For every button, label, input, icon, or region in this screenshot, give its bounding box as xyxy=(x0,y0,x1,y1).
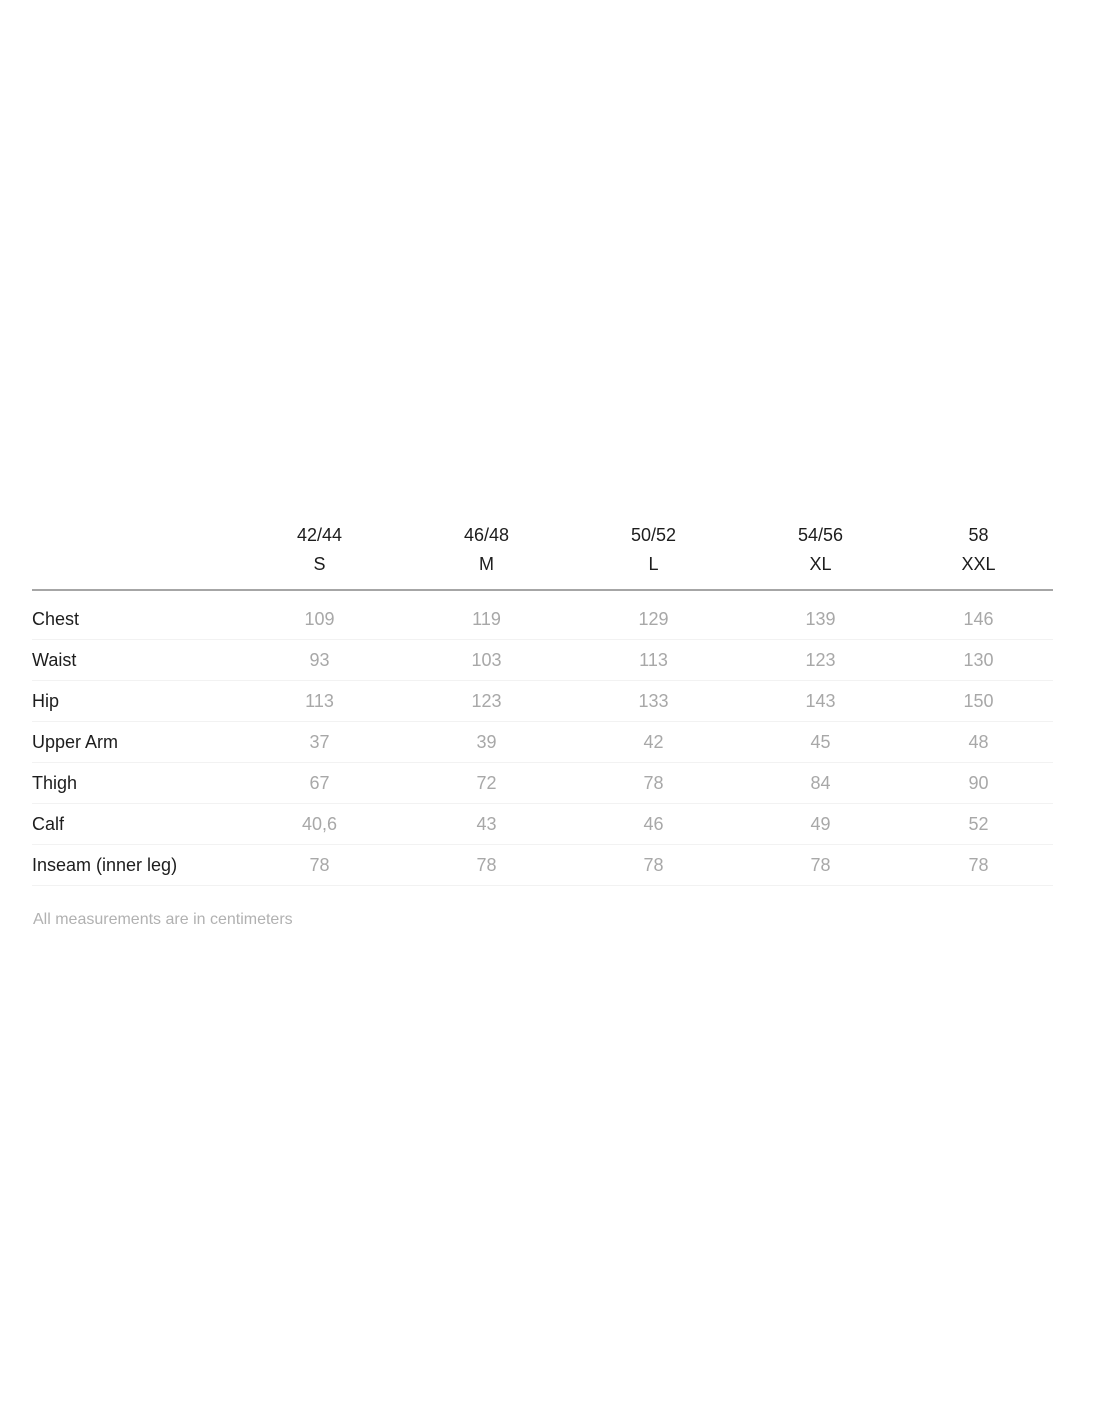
cell-value: 78 xyxy=(570,763,737,804)
cell-value: 39 xyxy=(403,722,570,763)
cell-value: 46 xyxy=(570,804,737,845)
cell-value: 40,6 xyxy=(236,804,403,845)
size-range-label: 58 xyxy=(968,525,989,545)
cell-value: 93 xyxy=(236,640,403,681)
size-chart-section xyxy=(32,521,1053,946)
cell-value: 113 xyxy=(236,681,403,722)
row-label: Inseam (inner leg) xyxy=(32,845,236,886)
row-label: Waist xyxy=(32,640,236,681)
cell-value: 139 xyxy=(737,590,904,640)
table-row-chest xyxy=(32,590,1053,640)
column-header-xxl xyxy=(904,521,1053,590)
cell-value: 78 xyxy=(737,845,904,886)
cell-value: 52 xyxy=(904,804,1053,845)
row-label: Thigh xyxy=(32,763,236,804)
cell-value: 130 xyxy=(904,640,1053,681)
cell-value: 49 xyxy=(737,804,904,845)
column-header-l xyxy=(570,521,737,590)
cell-value: 48 xyxy=(904,722,1053,763)
table-row-calf xyxy=(32,804,1053,845)
table-row-thigh xyxy=(32,763,1053,804)
cell-value: 72 xyxy=(403,763,570,804)
cell-value: 146 xyxy=(904,590,1053,640)
cell-value: 84 xyxy=(737,763,904,804)
size-code-label: S xyxy=(313,554,326,574)
table-row-waist xyxy=(32,640,1053,681)
size-code-label: M xyxy=(479,554,494,574)
cell-value: 67 xyxy=(236,763,403,804)
cell-value: 123 xyxy=(737,640,904,681)
row-label: Calf xyxy=(32,804,236,845)
header-row xyxy=(32,521,1053,590)
size-range-label: 46/48 xyxy=(463,525,510,545)
size-range-label: 42/44 xyxy=(296,525,343,545)
cell-value: 90 xyxy=(904,763,1053,804)
table-row-upper-arm xyxy=(32,722,1053,763)
cell-value: 78 xyxy=(904,845,1053,886)
cell-value: 133 xyxy=(570,681,737,722)
header-spacer xyxy=(32,521,236,590)
cell-value: 42 xyxy=(570,722,737,763)
measurements-footnote: All measurements are in centimeters xyxy=(33,911,293,928)
cell-value: 150 xyxy=(904,681,1053,722)
size-code-label: L xyxy=(648,554,659,574)
cell-value: 109 xyxy=(236,590,403,640)
cell-value: 143 xyxy=(737,681,904,722)
cell-value: 113 xyxy=(570,640,737,681)
size-range-label: 50/52 xyxy=(630,525,677,545)
cell-value: 43 xyxy=(403,804,570,845)
size-chart-table xyxy=(32,521,1053,886)
table-row-inseam xyxy=(32,845,1053,886)
row-label: Chest xyxy=(32,590,236,640)
size-code-label: XL xyxy=(809,554,832,574)
column-header-m xyxy=(403,521,570,590)
cell-value: 78 xyxy=(570,845,737,886)
cell-value: 119 xyxy=(403,590,570,640)
table-row-hip xyxy=(32,681,1053,722)
column-header-xl xyxy=(737,521,904,590)
column-header-s xyxy=(236,521,403,590)
row-label: Upper Arm xyxy=(32,722,236,763)
cell-value: 129 xyxy=(570,590,737,640)
cell-value: 45 xyxy=(737,722,904,763)
cell-value: 78 xyxy=(236,845,403,886)
cell-value: 37 xyxy=(236,722,403,763)
cell-value: 123 xyxy=(403,681,570,722)
row-label: Hip xyxy=(32,681,236,722)
size-range-label: 54/56 xyxy=(797,525,844,545)
size-code-label: XXL xyxy=(961,554,996,574)
cell-value: 78 xyxy=(403,845,570,886)
cell-value: 103 xyxy=(403,640,570,681)
